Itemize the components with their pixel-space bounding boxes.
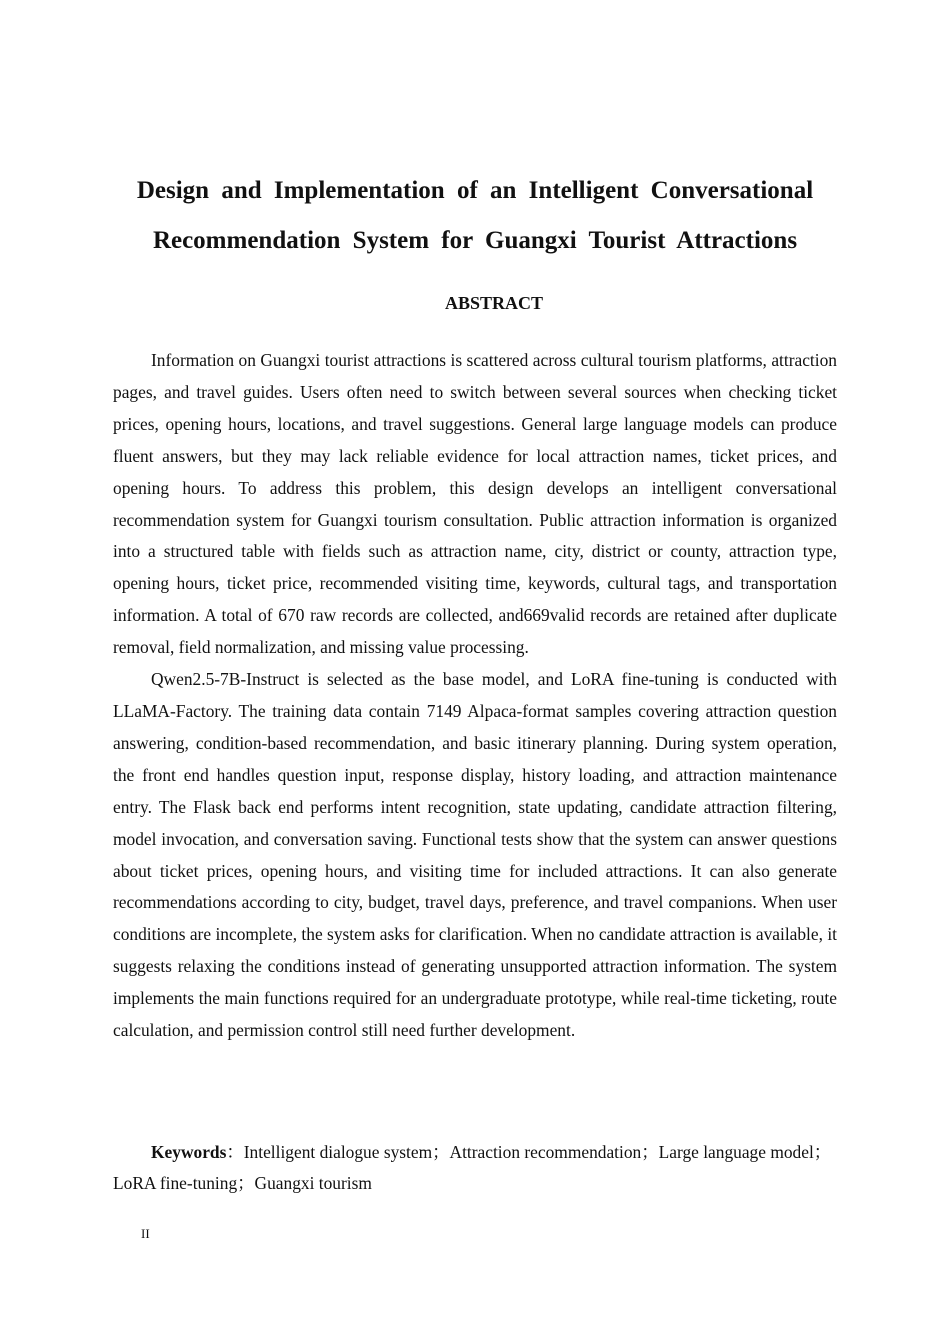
paper-title-line-2: Recommendation System for Guangxi Tourist Attractions [152, 227, 798, 254]
keywords-text: Intelligent dialogue system；Attraction recommendation；Large language model；LoRA fine-tuning；Guangxi tourism [113, 1142, 832, 1193]
keywords-label: Keywords [151, 1142, 227, 1162]
keywords-separator: ： [226, 1142, 244, 1162]
abstract-heading: ABSTRACT [444, 293, 544, 313]
abstract-paragraph-2: Qwen2.5-7B-Instruct is selected as the base model, and LoRA fine-tuning is conducted with LLaMA-Factory. The training data contain 7149 Alpaca-format samples covering attraction question answering, condition-based recommendation, and basic itinerary planning. During system operation, the front end handles question input, response display, history loading, and attraction maintenance entry. The Flask back end performs intent recognition, state updating, candidate attraction filtering, model invocation, and conversation saving. Functional tests show that the system can answer questions about ticket prices, opening hours, and visiting time for included attractions. It can also generate recommendations according to city, budget, travel days, preference, and travel companions. When user conditions are incomplete, the system asks for clarification. When no candidate attraction is available, it suggests relaxing the conditions instead of generating unsupported attraction information. The system implements the main functions required for an undergraduate prototype, while real-time ticketing, route calculation, and permission control still need further development. [113, 669, 837, 1041]
abstract-paragraph-1: Information on Guangxi tourist attractions is scattered across cultural tourism platforms, attraction pages, and travel guides. Users often need to switch between several sources when checking ticket prices, opening hours, locations, and travel suggestions. General large language models can produce fluent answers, but they may lack reliable evidence for local attraction names, ticket prices, and opening hours. To address this problem, this design develops an intelligent conversational recommendation system for Guangxi tourism consultation. Public attraction information is organized into a structured table with fields such as attraction name, city, district or county, attraction type, opening hours, ticket price, recommended visiting time, keywords, cultural tags, and transportation information. A total of 670 raw records are collected, and669valid records are retained after duplicate removal, field normalization, and missing value processing. [113, 350, 837, 658]
keywords-line [113, 1137, 837, 1199]
abstract-body [113, 345, 837, 1047]
page-number: II [141, 1226, 150, 1241]
paper-title [113, 166, 837, 266]
paper-title-line-1: Design and Implementation of an Intelligent Conversational [136, 177, 814, 204]
